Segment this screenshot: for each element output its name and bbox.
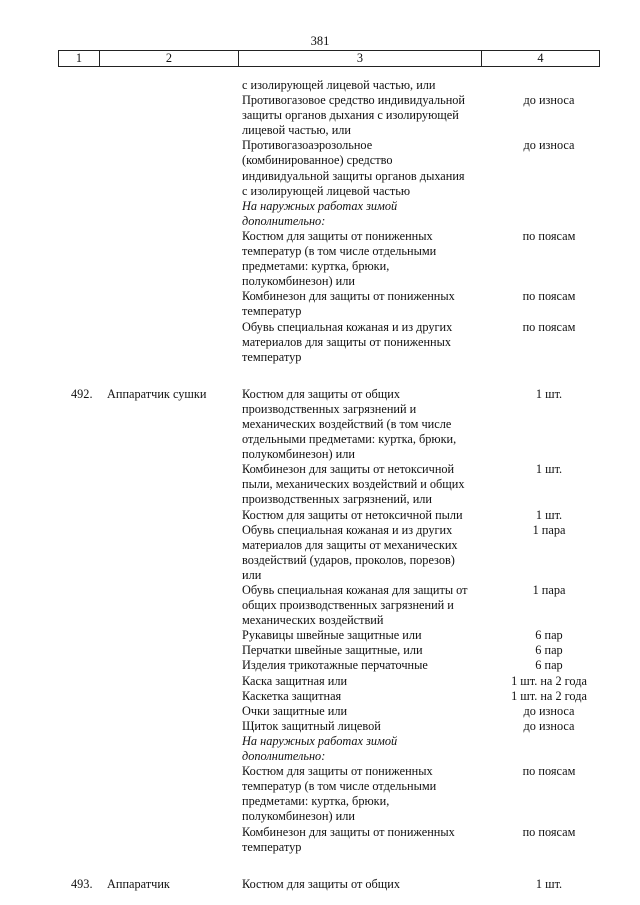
description-line: полукомбинезон) или — [242, 274, 355, 289]
description-line: Рукавицы швейные защитные или — [242, 628, 422, 643]
description-line: На наружных работах зимой — [242, 733, 398, 748]
ppe-quantity: до износа — [523, 718, 575, 733]
ppe-item — [0, 704, 640, 719]
table-row — [0, 387, 640, 855]
description-line: материалов для защиты от механических — [242, 537, 458, 552]
description-line: Комбинезон для защиты от нетоксичной — [242, 462, 455, 477]
table-row — [0, 78, 640, 365]
ppe-description — [242, 877, 490, 892]
header-col-4: 4 — [537, 51, 544, 65]
header-col-3: 3 — [239, 51, 482, 66]
ppe-item — [0, 628, 640, 643]
description-line: Щиток защитный лицевой — [242, 718, 381, 733]
ppe-description — [242, 674, 490, 689]
ppe-description — [242, 825, 490, 855]
ppe-item — [0, 78, 640, 93]
ppe-quantity: 6 пар — [535, 643, 563, 658]
profession-name: Аппаратчик сушки — [107, 386, 207, 401]
description-line: Комбинезон для защиты от пониженных — [242, 289, 455, 304]
ppe-item — [0, 877, 640, 892]
ppe-description — [242, 523, 490, 583]
ppe-description — [242, 508, 490, 523]
ppe-item — [0, 138, 640, 198]
header-col-2: 2 — [100, 51, 239, 66]
ppe-quantity — [490, 734, 608, 764]
description-line: лицевой частью, или — [242, 123, 351, 138]
description-line: производственных загрязнений, или — [242, 492, 433, 507]
description-line: Каскетка защитная — [242, 688, 342, 703]
description-line: температур (в том числе отдельными — [242, 244, 437, 259]
ppe-quantity: 1 шт. — [535, 386, 563, 401]
ppe-description — [242, 658, 490, 673]
ppe-item — [0, 462, 640, 507]
ppe-item — [0, 387, 640, 462]
ppe-quantity: до износа — [523, 703, 575, 718]
ppe-quantity: до износа — [523, 93, 575, 108]
ppe-description — [242, 78, 490, 93]
description-line: общих производственных загрязнений и — [242, 598, 454, 613]
ppe-item — [0, 93, 640, 138]
ppe-item — [0, 658, 640, 673]
description-line: или — [242, 567, 262, 582]
section-note — [0, 734, 640, 764]
description-line: Костюм для защиты от пониженных — [242, 764, 433, 779]
ppe-description — [242, 734, 490, 764]
ppe-description — [242, 138, 490, 198]
ppe-quantity: 6 пар — [535, 658, 563, 673]
description-line: температур — [242, 349, 302, 364]
ppe-description — [242, 719, 490, 734]
ppe-quantity: по поясам — [522, 228, 576, 243]
description-line: пыли, механических воздействий и общих — [242, 477, 465, 492]
description-line: температур (в том числе отдельными — [242, 779, 437, 794]
description-line: механических воздействий — [242, 613, 384, 628]
row-number: 493. — [71, 876, 93, 891]
ppe-quantity: по поясам — [522, 319, 576, 334]
ppe-item — [0, 523, 640, 583]
ppe-description — [242, 199, 490, 229]
ppe-quantity: 1 шт. на 2 года — [511, 673, 587, 688]
description-line: производственных загрязнений и — [242, 401, 417, 416]
description-line: материалов для защиты от пониженных — [242, 334, 452, 349]
description-line: предметами: куртка, брюки, — [242, 794, 390, 809]
ppe-item — [0, 583, 640, 628]
description-line: с изолирующей лицевой частью, или — [242, 78, 436, 92]
ppe-description — [242, 643, 490, 658]
description-line: (комбинированное) средство — [242, 153, 393, 168]
ppe-item — [0, 719, 640, 734]
description-line: с изолирующей лицевой частью — [242, 183, 411, 198]
ppe-description — [242, 689, 490, 704]
profession-name: Аппаратчик — [107, 876, 170, 891]
ppe-item — [0, 764, 640, 824]
description-line: Каска защитная или — [242, 673, 348, 688]
ppe-quantity: 1 шт. — [535, 876, 563, 891]
ppe-description — [242, 583, 490, 628]
description-line: воздействий (ударов, проколов, порезов) — [242, 552, 455, 567]
description-line: Комбинезон для защиты от пониженных — [242, 824, 455, 839]
row-number: 492. — [71, 386, 93, 401]
ppe-item — [0, 508, 640, 523]
description-line: Изделия трикотажные перчаточные — [242, 658, 428, 673]
table-row — [0, 877, 640, 892]
ppe-description — [242, 387, 490, 462]
ppe-description — [242, 229, 490, 289]
ppe-quantity — [490, 199, 608, 229]
ppe-quantity: 1 шт. — [535, 462, 563, 477]
description-line: Обувь специальная кожаная и из других — [242, 522, 453, 537]
description-line: Перчатки швейные защитные, или — [242, 643, 423, 658]
description-line: Костюм для защиты от общих — [242, 876, 400, 891]
description-line: защиты органов дыхания с изолирующей — [242, 108, 459, 123]
description-line: Противогазоаэрозольное — [242, 138, 373, 153]
ppe-description — [242, 462, 490, 507]
table-body — [0, 78, 640, 892]
ppe-description — [242, 93, 490, 138]
description-line: отдельными предметами: куртка, брюки, — [242, 432, 457, 447]
description-line: температур — [242, 839, 302, 854]
ppe-item — [0, 643, 640, 658]
ppe-description — [242, 628, 490, 643]
ppe-quantity: по поясам — [522, 764, 576, 779]
page-number: 381 — [310, 34, 330, 48]
ppe-description — [242, 289, 490, 319]
ppe-quantity: 1 пара — [532, 583, 566, 597]
ppe-quantity: 1 шт. — [535, 507, 563, 522]
ppe-description — [242, 764, 490, 824]
description-line: Очки защитные или — [242, 703, 348, 718]
description-line: Костюм для защиты от пониженных — [242, 228, 433, 243]
ppe-description — [242, 320, 490, 365]
description-line: Костюм для защиты от нетоксичной пыли — [242, 507, 463, 522]
ppe-item — [0, 825, 640, 855]
description-line: Противогазовое средство индивидуальной — [242, 93, 466, 108]
ppe-quantity: 1 шт. на 2 года — [511, 688, 587, 703]
ppe-quantity — [490, 78, 608, 93]
ppe-quantity: 6 пар — [535, 628, 563, 643]
description-line: Обувь специальная кожаная и из других — [242, 319, 453, 334]
table-header — [58, 50, 600, 67]
description-line: полукомбинезон) или — [242, 809, 355, 824]
description-line: механических воздействий (в том числе — [242, 416, 452, 431]
ppe-description — [242, 704, 490, 719]
ppe-quantity: по поясам — [522, 289, 576, 304]
description-line: полукомбинезон) или — [242, 447, 355, 462]
description-line: Костюм для защиты от общих — [242, 386, 400, 401]
description-line: Обувь специальная кожаная для защиты от — [242, 583, 468, 597]
ppe-quantity: по поясам — [522, 824, 576, 839]
ppe-item — [0, 289, 640, 319]
ppe-item — [0, 674, 640, 689]
description-line: дополнительно: — [242, 749, 326, 764]
description-line: индивидуальной защиты органов дыхания — [242, 168, 465, 183]
description-line: дополнительно: — [242, 213, 326, 228]
section-note — [0, 199, 640, 229]
ppe-quantity: до износа — [523, 138, 575, 153]
ppe-item — [0, 320, 640, 365]
description-line: предметами: куртка, брюки, — [242, 259, 390, 274]
description-line: На наружных работах зимой — [242, 198, 398, 213]
ppe-item — [0, 229, 640, 289]
header-col-1: 1 — [59, 51, 100, 66]
ppe-item — [0, 689, 640, 704]
ppe-quantity: 1 пара — [532, 522, 566, 537]
description-line: температур — [242, 304, 302, 319]
